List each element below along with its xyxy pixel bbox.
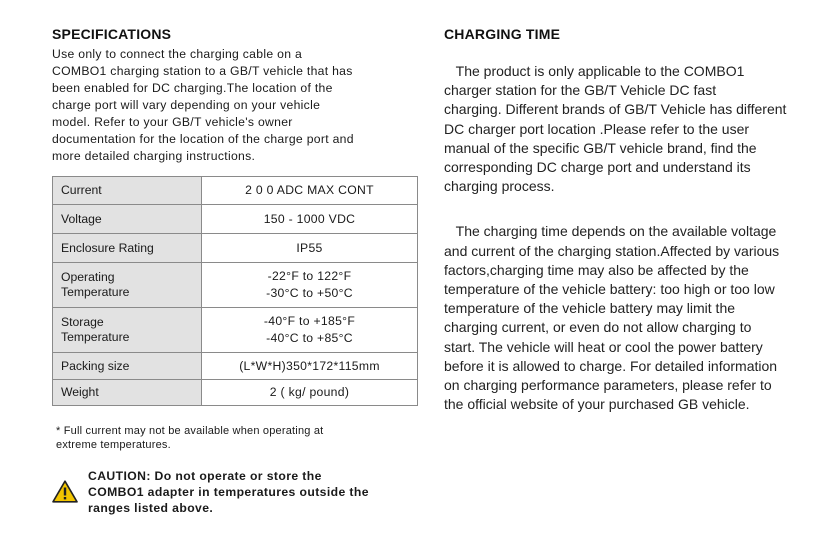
charging-time-section bbox=[444, 26, 816, 414]
footnote-line: extreme temperatures. bbox=[56, 439, 171, 451]
paragraph-line: charger station for the GB/T Vehicle DC fast bbox=[444, 82, 717, 99]
spec-label-weight: Weight bbox=[53, 380, 202, 406]
paragraph-line: and current of the charging station.Affected by various bbox=[444, 242, 780, 259]
spec-label-enclosure-rating: Enclosure Rating bbox=[53, 234, 202, 263]
intro-line: more detailed charging instructions. bbox=[52, 149, 256, 163]
value-line: -22°F to 122°F bbox=[267, 269, 352, 283]
specifications-heading: SPECIFICATIONS bbox=[52, 26, 172, 42]
specifications-section bbox=[52, 26, 424, 515]
intro-line: Use only to connect the charging cable on a bbox=[52, 47, 303, 61]
intro-line: model. Refer to your GB/T vehicle's owner bbox=[52, 115, 293, 129]
spec-label-voltage: Voltage bbox=[53, 205, 202, 234]
value-line: -40°C to +85°C bbox=[266, 331, 353, 345]
table-row bbox=[53, 380, 418, 406]
paragraph-line: manual of the specific GB/T vehicle brand, find the bbox=[444, 139, 757, 156]
paragraph-line: charging. Different brands of GB/T Vehicle has different bbox=[444, 101, 787, 118]
spec-value-packing-size: (L*W*H)350*172*115mm bbox=[202, 353, 418, 380]
spec-value-weight: 2 ( kg/ pound) bbox=[202, 380, 418, 406]
temperature-footnote bbox=[56, 424, 396, 452]
label-line: Temperature bbox=[61, 285, 130, 299]
caution-line: CAUTION: Do not operate or store the bbox=[88, 469, 322, 483]
paragraph-line: start. The vehicle will heat or cool the power battery bbox=[444, 338, 763, 355]
table-row bbox=[53, 263, 418, 308]
specifications-table bbox=[52, 176, 418, 406]
paragraph-line: temperature of the vehicle battery: too high or too low bbox=[444, 281, 775, 298]
table-row bbox=[53, 177, 418, 205]
spec-value-voltage: 150 - 1000 VDC bbox=[202, 205, 418, 234]
paragraph-line: factors,charging time may also be affected by the bbox=[444, 261, 749, 278]
paragraph-line: The charging time depends on the available voltage bbox=[444, 223, 777, 240]
table-row bbox=[53, 234, 418, 263]
specifications-intro bbox=[52, 46, 424, 165]
spec-value-current: 2 0 0 ADC MAX CONT bbox=[202, 177, 418, 205]
spec-value-operating-temperature bbox=[202, 263, 418, 308]
paragraph-line: the official website of your purchased GB vehicle. bbox=[444, 396, 750, 413]
charging-time-paragraph-2 bbox=[444, 222, 816, 414]
label-line: Operating bbox=[61, 270, 115, 284]
spec-value-enclosure-rating: IP55 bbox=[202, 234, 418, 263]
value-line: -40°F to +185°F bbox=[263, 314, 356, 328]
table-row bbox=[53, 353, 418, 380]
label-line: Storage bbox=[61, 315, 104, 329]
label-line: Temperature bbox=[61, 330, 130, 344]
spec-label-operating-temperature bbox=[53, 263, 202, 308]
intro-line: documentation for the location of the charge port and bbox=[52, 132, 354, 146]
footnote-line: * Full current may not be available when operating at bbox=[56, 425, 324, 437]
paragraph-line: charging process. bbox=[444, 178, 555, 195]
paragraph-line: on charging performance parameters, please refer to bbox=[444, 377, 772, 394]
spec-label-current: Current bbox=[53, 177, 202, 205]
warning-triangle-icon bbox=[52, 480, 78, 503]
paragraph-line: The product is only applicable to the COMBO1 bbox=[444, 63, 745, 79]
table-row bbox=[53, 308, 418, 353]
spec-label-packing-size: Packing size bbox=[53, 353, 202, 380]
intro-line: been enabled for DC charging.The location of the bbox=[52, 81, 333, 95]
caution-line: COMBO1 adapter in temperatures outside the bbox=[88, 485, 369, 499]
spec-value-storage-temperature bbox=[202, 308, 418, 353]
value-line: -30°C to +50°C bbox=[266, 286, 353, 300]
spec-label-storage-temperature bbox=[53, 308, 202, 353]
intro-line: charge port will vary depending on your vehicle bbox=[52, 98, 321, 112]
intro-line: COMBO1 charging station to a GB/T vehicle that has bbox=[52, 64, 353, 78]
paragraph-line: before it is allowed to charge. For detailed information bbox=[444, 357, 778, 374]
paragraph-line: DC charger port location .Please refer to the user bbox=[444, 120, 750, 137]
caution-line: ranges listed above. bbox=[88, 501, 214, 515]
charging-time-paragraph-1 bbox=[444, 62, 816, 196]
caution-notice bbox=[52, 468, 418, 518]
caution-text bbox=[88, 468, 400, 516]
paragraph-line: temperature of the vehicle battery may limit the bbox=[444, 300, 736, 317]
table-row bbox=[53, 205, 418, 234]
paragraph-line: corresponding DC charge port and understand its bbox=[444, 159, 751, 176]
charging-time-heading: CHARGING TIME bbox=[444, 26, 561, 42]
paragraph-line: charging current, or even do not allow charging to bbox=[444, 319, 752, 336]
